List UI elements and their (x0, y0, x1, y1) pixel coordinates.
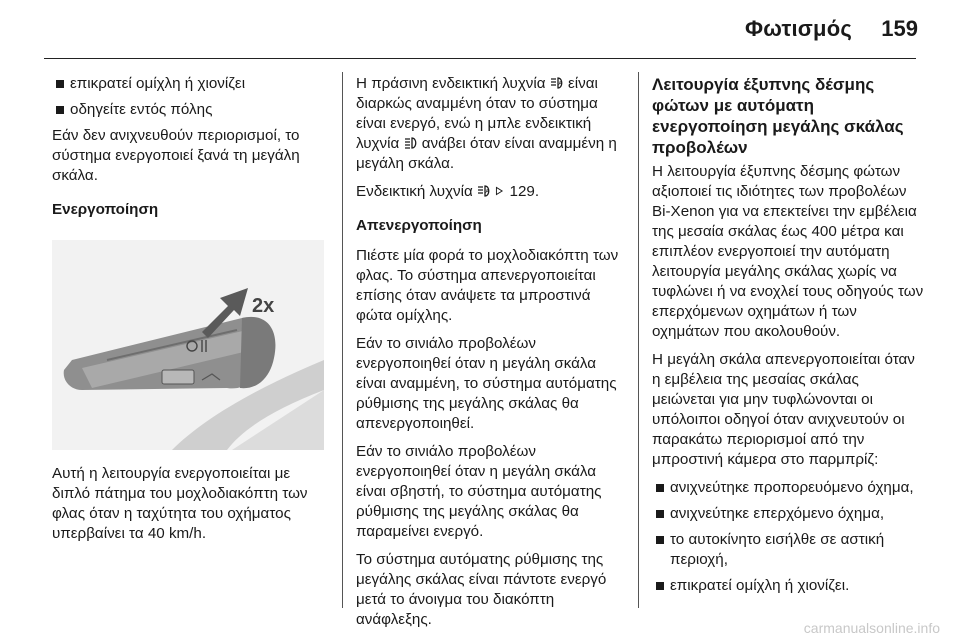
list-item-text: επικρατεί ομίχλη ή χιονίζει. (670, 577, 850, 594)
subheading: Ενεργοποίηση (52, 201, 159, 218)
text-run: ανάβει όταν είναι αναμμένη η μεγάλη σκάλα. (356, 135, 617, 172)
column-divider (638, 72, 639, 608)
list-item-text: οδηγείτε εντός πόλης (70, 101, 213, 118)
list-item (652, 478, 924, 498)
text-run: Ενδεικτική λυχνία (356, 183, 473, 200)
header-rule (44, 58, 916, 59)
paragraph: Εάν δεν ανιχνευθούν περιορισμοί, το σύστημα ενεργοποιεί ξανά τη μεγάλη σκάλα. (52, 127, 300, 184)
page-header (0, 0, 960, 58)
section-title: Φωτισμός (745, 16, 852, 41)
text-run: είναι διαρκώς αναμμένη όταν το σύστημα είναι ενεργό, ενώ η μπλε ενδεικτική λυχνία (356, 75, 598, 152)
list-item-text: ανιχνεύτηκε προπορευόμενο όχημα, (670, 479, 914, 496)
list-item-text: επικρατεί ομίχλη ή χιονίζει (70, 75, 246, 92)
list-item (652, 530, 924, 570)
watermark: carmanualsonline.info (803, 620, 940, 636)
bullet-icon (656, 536, 664, 544)
paragraph: Αυτή η λειτουργία ενεργοποιείται με διπλό πάτημα του μοχλοδιακόπτη των φλας όταν η ταχύτητα του οχήματος υπερβαίνει τα 40 km/h. (52, 465, 308, 542)
column-3 (652, 74, 924, 602)
column-2 (356, 74, 628, 638)
page-number: 159 (881, 16, 918, 41)
paragraph: Η μεγάλη σκάλα απενεργοποιείται όταν η εμβέλεια της μεσαίας σκάλας μειώνεται για μην τυφλώνονται οι υπόλοιποι οδηγοί όταν ανιχνευτούν οι παρακάτω περιορισμοί από την μπροστινή κάμερα στο παρμπρίζ: (652, 351, 915, 468)
paragraph: Το σύστημα αυτόματης ρύθμισης της μεγάλης σκάλας είναι πάντοτε ενεργό μετά το άνοιγμα του διακόπτη ανάφλεξης. (356, 551, 607, 628)
paragraph: Η λειτουργία έξυπνης δέσμης φώτων αξιοποιεί τις ιδιότητες των προβολέων Bi-Xenon για να επεκτείνει την εμβέλεια της μεσαία σκάλας έως 400 μέτρα και επιπλέον ενεργοποιεί την αυτόματη λειτουργία μεγάλης σκάλας χωρίς να τυφλώνει ή να ενοχλεί τους οδηγούς των επερχόμενων οχημάτων ή των οχημάτων που ακολουθούν. (652, 163, 924, 340)
svg-text:A: A (558, 81, 562, 87)
arrow-reference-icon (495, 185, 505, 197)
list-item-text: το αυτοκίνητο εισήλθε σε αστική περιοχή, (670, 531, 885, 568)
bullet-icon (56, 80, 64, 88)
stalk-illustration (52, 240, 324, 450)
column-divider (342, 72, 343, 608)
bullet-icon (656, 510, 664, 518)
list-item (652, 576, 924, 596)
list-item (52, 100, 330, 120)
page-reference: 129. (509, 183, 540, 200)
section-heading: Λειτουργία έξυπνης δέσμης φώτων με αυτόματη ενεργοποίηση μεγάλης σκάλας προβολέων (652, 75, 904, 157)
paragraph: Εάν το σινιάλο προβολέων ενεργοποιηθεί όταν η μεγάλη σκάλα είναι αναμμένη, το σύστημα αυτόματης ρύθμισης της μεγάλης σκάλας θα απενεργοποιηθεί. (356, 335, 617, 432)
paragraph (356, 182, 628, 202)
bullet-icon (656, 484, 664, 492)
paragraph: Πιέστε μία φορά το μοχλοδιακόπτη των φλας. Το σύστημα απενεργοποιείται επίσης όταν ανάψετε τα μπροστινά φώτα ομίχλης. (356, 247, 619, 324)
column-1 (52, 74, 330, 552)
list-item (52, 74, 330, 94)
auto-high-beam-indicator-icon (550, 77, 564, 89)
bullet-icon (56, 106, 64, 114)
paragraph: Εάν το σινιάλο προβολέων ενεργοποιηθεί όταν η μεγάλη σκάλα είναι σβηστή, το σύστημα αυτόματης ρύθμισης της μεγάλης σκάλας θα παραμείνει ενεργό. (356, 443, 602, 540)
svg-text:A: A (485, 189, 489, 195)
text-run: Η πράσινη ενδεικτική λυχνία (356, 75, 546, 92)
bullet-icon (656, 582, 664, 590)
auto-high-beam-indicator-icon (477, 185, 491, 197)
high-beam-indicator-icon (404, 137, 418, 149)
press-count-label: 2x (252, 295, 275, 317)
subheading: Απενεργοποίηση (356, 217, 482, 234)
list-item (652, 504, 924, 524)
stalk-drawing (52, 240, 324, 450)
paragraph (356, 74, 628, 174)
list-item-text: ανιχνεύτηκε επερχόμενο όχημα, (670, 505, 885, 522)
